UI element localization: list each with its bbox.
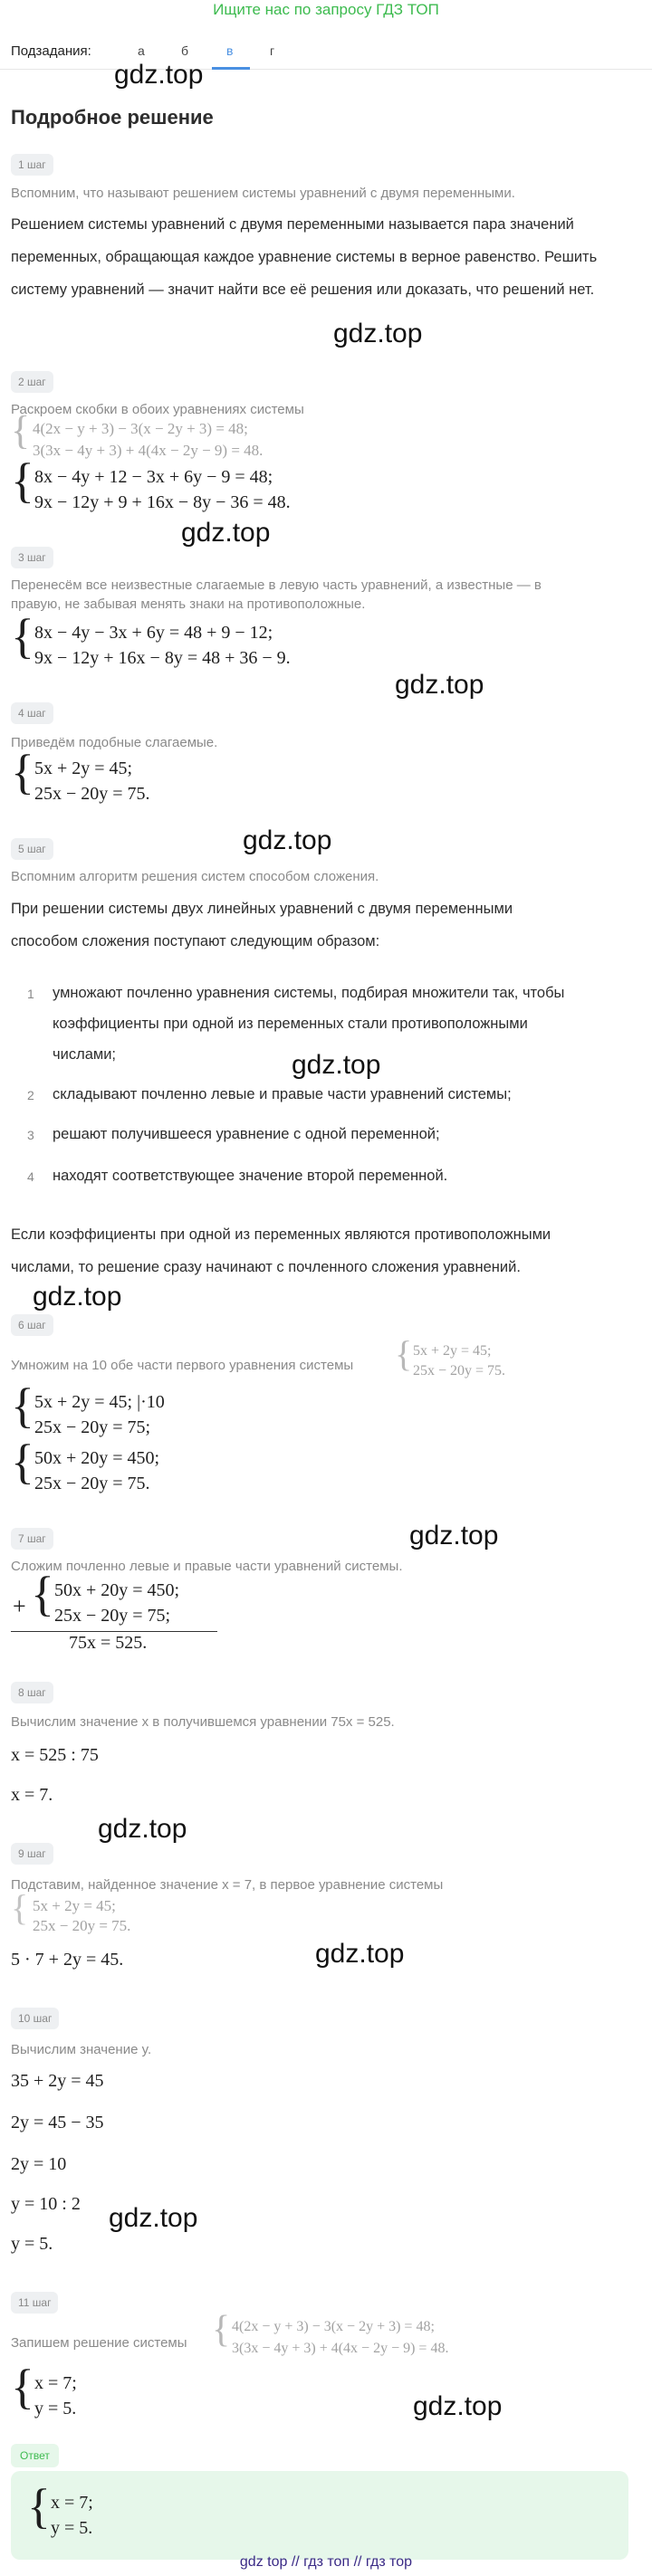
brace-icon: { [11,1435,34,1489]
equation: 75x = 525. [69,1633,148,1653]
step-hint: Умножим на 10 обе части первого уравнения системы [11,1358,354,1373]
brace-icon: { [27,2479,51,2533]
brace-icon: { [11,1379,34,1433]
list-item: находят соответствующее значение второй переменной. [53,1168,448,1184]
list-number: 4 [27,1169,34,1184]
sum-line [11,1631,217,1632]
equation: x = 7. [11,1785,53,1805]
equation: 3(3x − 4y + 3) + 4(4x − 2y − 9) = 48. [232,2341,449,2356]
brace-icon: { [212,2309,231,2351]
equation: y = 5. [34,2399,77,2419]
equation: 5 · 7 + 2y = 45. [11,1950,124,1970]
equation: 25x − 20y = 75. [34,784,150,804]
watermark: gdz.top [333,319,423,348]
watermark: gdz.top [33,1282,122,1312]
tab-v[interactable]: в [226,43,234,58]
equation: 9x − 12y + 16x − 8y = 48 + 36 − 9. [34,648,291,668]
step-text: При решении системы двух линейных уравнений с двумя переменными [11,901,513,917]
tab-b[interactable]: б [181,43,189,58]
equation: 50x + 20y = 450; [34,1448,160,1468]
equation: 8x − 4y + 12 − 3x + 6y − 9 = 48; [34,467,273,487]
watermark: gdz.top [243,825,332,855]
brace-icon: { [31,1567,54,1621]
list-number: 3 [27,1128,34,1142]
brace-icon: { [11,408,31,453]
watermark: gdz.top [409,1521,499,1550]
watermark: gdz.top [292,1050,381,1080]
watermark: gdz.top [181,518,271,548]
watermark: gdz.top [395,670,484,700]
plus-icon: + [13,1593,26,1619]
search-banner: Ищите нас по запросу ГДЗ ТОП [213,1,439,18]
equation: y = 5. [11,2234,53,2254]
step-hint: Вычислим значение x в получившемся уравнении 75x = 525. [11,1714,395,1730]
equation: x = 525 : 75 [11,1745,99,1765]
step-badge: 3 шаг [11,547,53,568]
list-item: числами; [53,1046,117,1063]
equation: 5x + 2y = 45; [34,758,133,778]
page-title: Подробное решение [11,106,214,129]
watermark: gdz.top [98,1814,187,1844]
equation-system [11,1435,373,1501]
list-number: 2 [27,1088,34,1102]
equation-system [212,2309,556,2364]
brace-icon: { [11,745,34,799]
step-badge: 8 шаг [11,1682,53,1703]
watermark: gdz.top [315,1939,405,1969]
step-hint: Подставим, найденное значение x = 7, в первое уравнение системы [11,1877,444,1893]
equation-system [11,609,464,675]
equation: y = 5. [51,2518,93,2538]
step-hint: Вспомним, что называют решением системы уравнений с двумя переменными. [11,186,515,201]
step-hint: Раскроем скобки в обоих уравнениях системы [11,402,304,417]
step-badge: 2 шаг [11,371,53,393]
step-badge: 10 шаг [11,2008,59,2029]
tabs-divider [0,69,652,70]
step-badge: 6 шаг [11,1314,53,1336]
equation: 35 + 2y = 45 [11,2071,104,2091]
equation-system [11,1379,373,1445]
list-number: 1 [27,987,34,1001]
step-badge: 11 шаг [11,2292,58,2314]
equation: 3(3x − 4y + 3) + 4(4x − 2y − 9) = 48. [33,442,264,459]
list-item: умножают почленно уравнения системы, подбирая множители так, чтобы [53,985,565,1001]
equation: x = 7; [34,2373,77,2393]
equation: 25x − 20y = 75. [413,1363,506,1379]
watermark: gdz.top [109,2203,198,2233]
step-text: способом сложения поступают следующим образом: [11,933,380,949]
equation: 9x − 12y + 9 + 16x − 8y − 36 = 48. [34,492,291,512]
list-item: складывают почленно левые и правые части уравнений системы; [53,1086,512,1102]
equation-system [11,453,464,520]
list-item: решают получившееся уравнение с одной переменной; [53,1126,440,1142]
step-hint: Приведём подобные слагаемые. [11,735,218,750]
tab-a[interactable]: а [138,43,145,58]
answer-badge: Ответ [11,2444,59,2467]
step-badge: 9 шаг [11,1843,53,1865]
step-hint: правую, не забывая менять знаки на противоположные. [11,596,366,612]
step-text: Если коэффициенты при одной из переменных являются противоположными [11,1226,551,1243]
equation: y = 10 : 2 [11,2194,81,2214]
answer-box [11,2471,628,2560]
watermark: gdz.top [114,60,204,90]
equation: 25x − 20y = 75; [34,1417,151,1437]
step-badge: 5 шаг [11,838,53,860]
equation: 25x − 20y = 75; [54,1606,171,1626]
equation: 2y = 10 [11,2154,67,2174]
equation-system [11,745,373,811]
footer-links[interactable]: gdz top // гдз топ // гдз тор [239,2554,413,2570]
step-badge: 1 шаг [11,154,53,176]
subtasks-label: Подзадания: [11,43,91,59]
step-hint: Сложим почленно левые и правые части уравнений системы. [11,1559,403,1574]
brace-icon: { [11,609,34,663]
brace-icon: { [395,1333,413,1374]
equation-system [11,2360,192,2426]
equation: 25x − 20y = 75. [33,1917,131,1934]
tab-g[interactable]: г [270,43,275,58]
step-hint: Вычислим значение y. [11,2042,152,2057]
list-item: коэффициенты при одной из переменных стали противоположными [53,1016,528,1032]
equation: x = 7; [51,2493,93,2513]
step-text: числами, то решение сразу начинают с почленного сложения уравнений. [11,1259,521,1275]
step-hint: Запишем решение системы [11,2335,187,2351]
step-badge: 7 шаг [11,1528,53,1550]
equation: 8x − 4y − 3x + 6y = 48 + 9 − 12; [34,623,273,643]
equation: 4(2x − y + 3) − 3(x − 2y + 3) = 48; [232,2319,435,2334]
step-hint: Вспомним алгоритм решения систем способом сложения. [11,869,379,884]
equation-system [395,1333,576,1385]
equation: 5x + 2y = 45; [33,1897,116,1914]
watermark: gdz.top [413,2391,503,2421]
step-hint: Перенесём все неизвестные слагаемые в левую часть уравнений, а известные — в [11,577,542,593]
equation-system [11,1887,246,1939]
brace-icon: { [11,453,34,508]
brace-icon: { [11,1887,29,1928]
equation: 5x + 2y = 45; [413,1343,492,1359]
equation: 50x + 20y = 450; [54,1580,180,1600]
equation: 25x − 20y = 75. [34,1474,150,1493]
equation: 5x + 2y = 45; |·10 [34,1392,165,1412]
active-tab-indicator [212,67,250,70]
brace-icon: { [11,2360,34,2414]
equation: 2y = 45 − 35 [11,2113,104,2132]
equation: 4(2x − y + 3) − 3(x − 2y + 3) = 48; [33,420,248,437]
equation-system [27,2479,208,2545]
step-text: Решением системы уравнений с двумя переменными называется пара значений переменных, обращающая каждое уравнение системы в верное равенство. Решить систему уравнений — значит найти все её решения или доказать, что решений нет. [11,216,598,298]
step-badge: 4 шаг [11,702,53,724]
